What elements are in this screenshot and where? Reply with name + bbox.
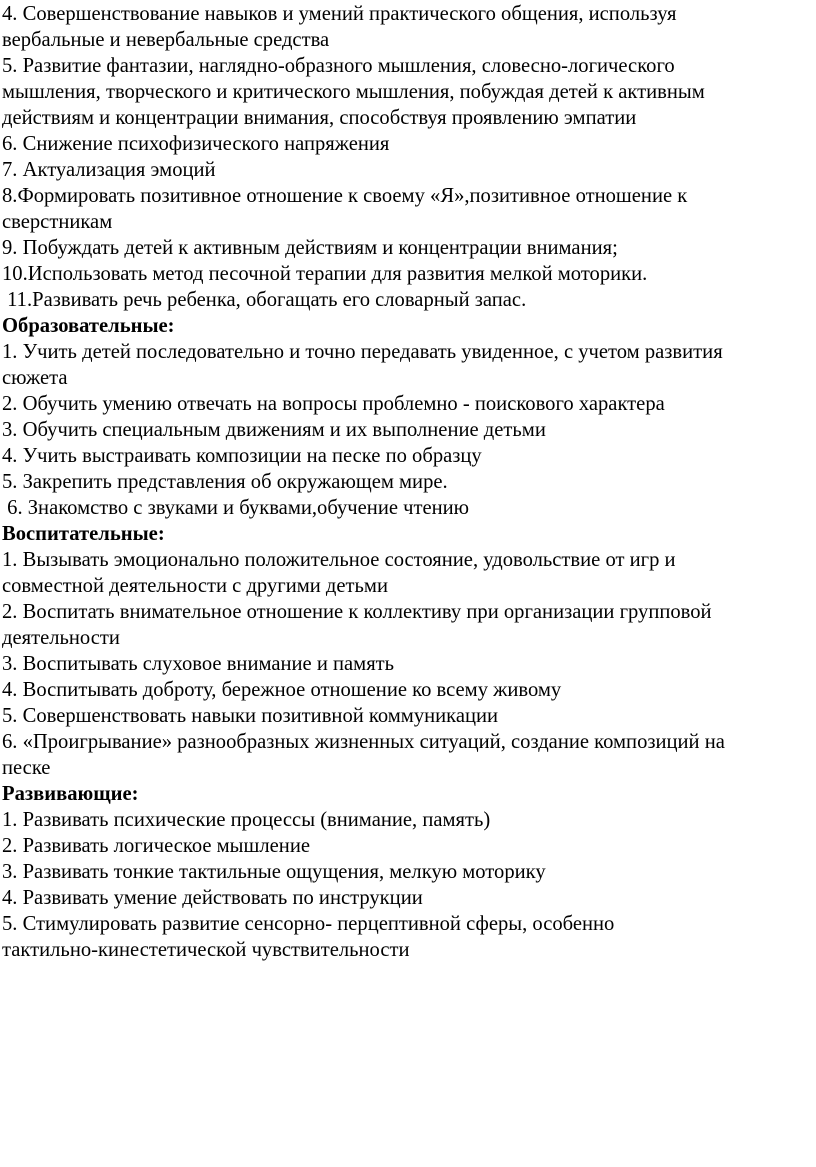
text-line: 2. Развивать логическое мышление bbox=[2, 835, 310, 857]
text-line: 6. Знакомство с звуками и буквами,обучение чтению bbox=[2, 497, 470, 519]
text-line: 3. Воспитывать слуховое внимание и память bbox=[2, 653, 395, 675]
text-line: совместной деятельности с другими детьми bbox=[2, 575, 388, 597]
text-line: мышления, творческого и критического мышления, побуждая детей к активным bbox=[2, 81, 705, 103]
text-line: 4. Совершенствование навыков и умений практического общения, используя bbox=[2, 3, 677, 25]
text-line: 3. Развивать тонкие тактильные ощущения, мелкую моторику bbox=[2, 861, 546, 883]
text-line: 1. Вызывать эмоционально положительное состояние, удовольствие от игр и bbox=[2, 549, 676, 571]
text-line: 8.Формировать позитивное отношение к своему «Я»,позитивное отношение к bbox=[2, 185, 688, 207]
text-line: 5. Закрепить представления об окружающем мире. bbox=[2, 471, 448, 493]
text-line: деятельности bbox=[2, 627, 120, 649]
text-line: вербальные и невербальные средства bbox=[2, 29, 330, 51]
text-line: 10.Использовать метод песочной терапии для развития мелкой моторики. bbox=[2, 263, 648, 285]
text-line: 5. Совершенствовать навыки позитивной коммуникации bbox=[2, 705, 499, 727]
text-line: 5. Стимулировать развитие сенсорно- перцептивной сферы, особенно bbox=[2, 913, 615, 935]
text-line: песке bbox=[2, 757, 51, 779]
section-heading: Развивающие: bbox=[2, 783, 139, 805]
text-line: 9. Побуждать детей к активным действиям и концентрации внимания; bbox=[2, 237, 618, 259]
text-line: 11.Развивать речь ребенка, обогащать его словарный запас. bbox=[2, 289, 527, 311]
section-heading: Образовательные: bbox=[2, 315, 175, 337]
text-line: 4. Воспитывать доброту, бережное отношение ко всему живому bbox=[2, 679, 562, 701]
document-body bbox=[2, 1, 816, 963]
text-line: тактильно-кинестетической чувствительности bbox=[2, 939, 410, 961]
text-line: 3. Обучить специальным движениям и их выполнение детьми bbox=[2, 419, 546, 441]
text-line: 2. Воспитать внимательное отношение к коллективу при организации групповой bbox=[2, 601, 712, 623]
text-line: 1. Учить детей последовательно и точно передавать увиденное, с учетом развития bbox=[2, 341, 723, 363]
text-line: 5. Развитие фантазии, наглядно-образного мышления, словесно-логического bbox=[2, 55, 675, 77]
text-line: 2. Обучить умению отвечать на вопросы проблемно - поискового характера bbox=[2, 393, 665, 415]
text-line: 6. «Проигрывание» разнообразных жизненных ситуаций, создание композиций на bbox=[2, 731, 725, 753]
text-line: сверстникам bbox=[2, 211, 113, 233]
text-line: 6. Снижение психофизического напряжения bbox=[2, 133, 390, 155]
text-line: 7. Актуализация эмоций bbox=[2, 159, 216, 181]
section-heading: Воспитательные: bbox=[2, 523, 165, 545]
text-line: 1. Развивать психические процессы (внимание, память) bbox=[2, 809, 491, 831]
text-line: 4. Учить выстраивать композиции на песке по образцу bbox=[2, 445, 482, 467]
text-line: действиям и концентрации внимания, способствуя проявлению эмпатии bbox=[2, 107, 637, 129]
text-line: сюжета bbox=[2, 367, 68, 389]
text-line: 4. Развивать умение действовать по инструкции bbox=[2, 887, 423, 909]
